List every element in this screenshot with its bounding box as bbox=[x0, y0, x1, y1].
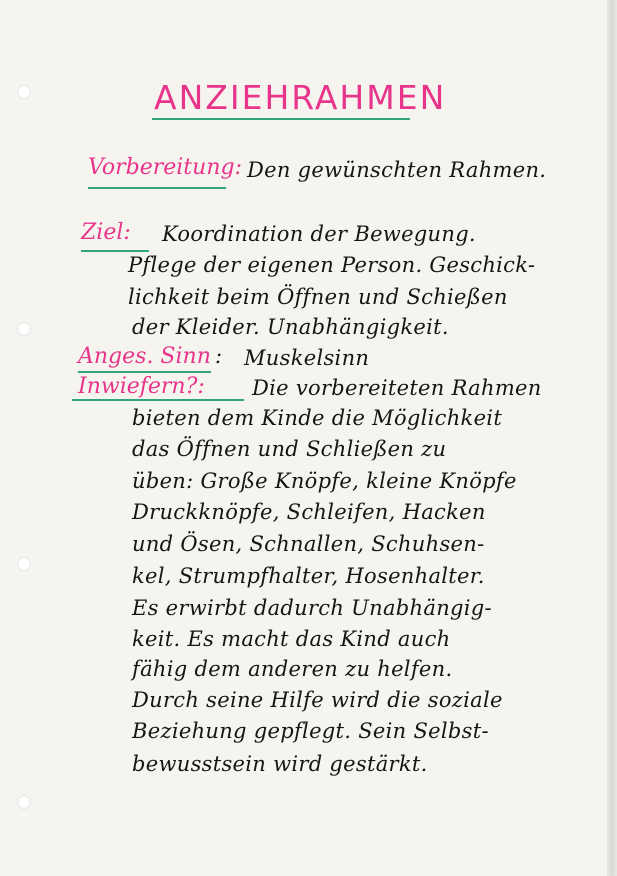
inwiefern-line-6: und Ösen, Schnallen, Schuhsen- bbox=[132, 532, 485, 556]
inwiefern-line-3: das Öffnen und Schließen zu bbox=[132, 437, 447, 461]
punch-hole-bottom bbox=[17, 795, 31, 809]
inwiefern-line-1: Die vorbereiteten Rahmen bbox=[252, 376, 542, 400]
ziel-line-1: Koordination der Bewegung. bbox=[162, 222, 476, 246]
label-inwiefern: Inwiefern?: bbox=[78, 374, 205, 399]
inwiefern-line-11: Durch seine Hilfe wird die soziale bbox=[132, 688, 503, 712]
anges-sinn-sep: : bbox=[215, 344, 223, 368]
inwiefern-line-4: üben: Große Knöpfe, kleine Knöpfe bbox=[132, 469, 517, 493]
ziel-line-2: Pflege der eigenen Person. Geschick- bbox=[128, 253, 536, 277]
inwiefern-line-13: bewusstsein wird gestärkt. bbox=[132, 752, 428, 776]
title-underline bbox=[152, 118, 410, 120]
inwiefern-line-12: Beziehung gepflegt. Sein Selbst- bbox=[132, 719, 489, 743]
anges-sinn-line-1: Muskelsinn bbox=[244, 346, 370, 370]
underline-inwiefern bbox=[72, 399, 244, 401]
page-edge bbox=[607, 0, 612, 876]
vorbereitung-line-1: Den gewünschten Rahmen. bbox=[247, 158, 547, 182]
label-anges-sinn: Anges. Sinn bbox=[78, 344, 211, 369]
ziel-line-4: der Kleider. Unabhängigkeit. bbox=[132, 315, 449, 339]
punch-hole-top bbox=[17, 85, 31, 99]
inwiefern-line-8: Es erwirbt dadurch Unabhängig- bbox=[132, 596, 492, 620]
inwiefern-line-9: keit. Es macht das Kind auch bbox=[132, 627, 451, 651]
inwiefern-line-10: fähig dem anderen zu helfen. bbox=[132, 657, 453, 681]
underline-vorbereitung bbox=[88, 187, 226, 189]
ziel-line-3: lichkeit beim Öffnen und Schießen bbox=[128, 285, 508, 309]
inwiefern-line-5: Druckknöpfe, Schleifen, Hacken bbox=[132, 500, 486, 524]
label-vorbereitung: Vorbereitung: bbox=[88, 155, 242, 180]
inwiefern-line-2: bieten dem Kinde die Möglichkeit bbox=[132, 406, 503, 430]
punch-hole-upper-middle bbox=[17, 322, 31, 336]
label-ziel: Ziel: bbox=[81, 220, 131, 245]
inwiefern-line-7: kel, Strumpfhalter, Hosenhalter. bbox=[132, 564, 485, 588]
underline-ziel bbox=[81, 250, 149, 252]
underline-anges-sinn bbox=[78, 371, 211, 373]
page-title: ANZIEHRAHMEN bbox=[154, 78, 447, 117]
punch-hole-lower-middle bbox=[17, 557, 31, 571]
